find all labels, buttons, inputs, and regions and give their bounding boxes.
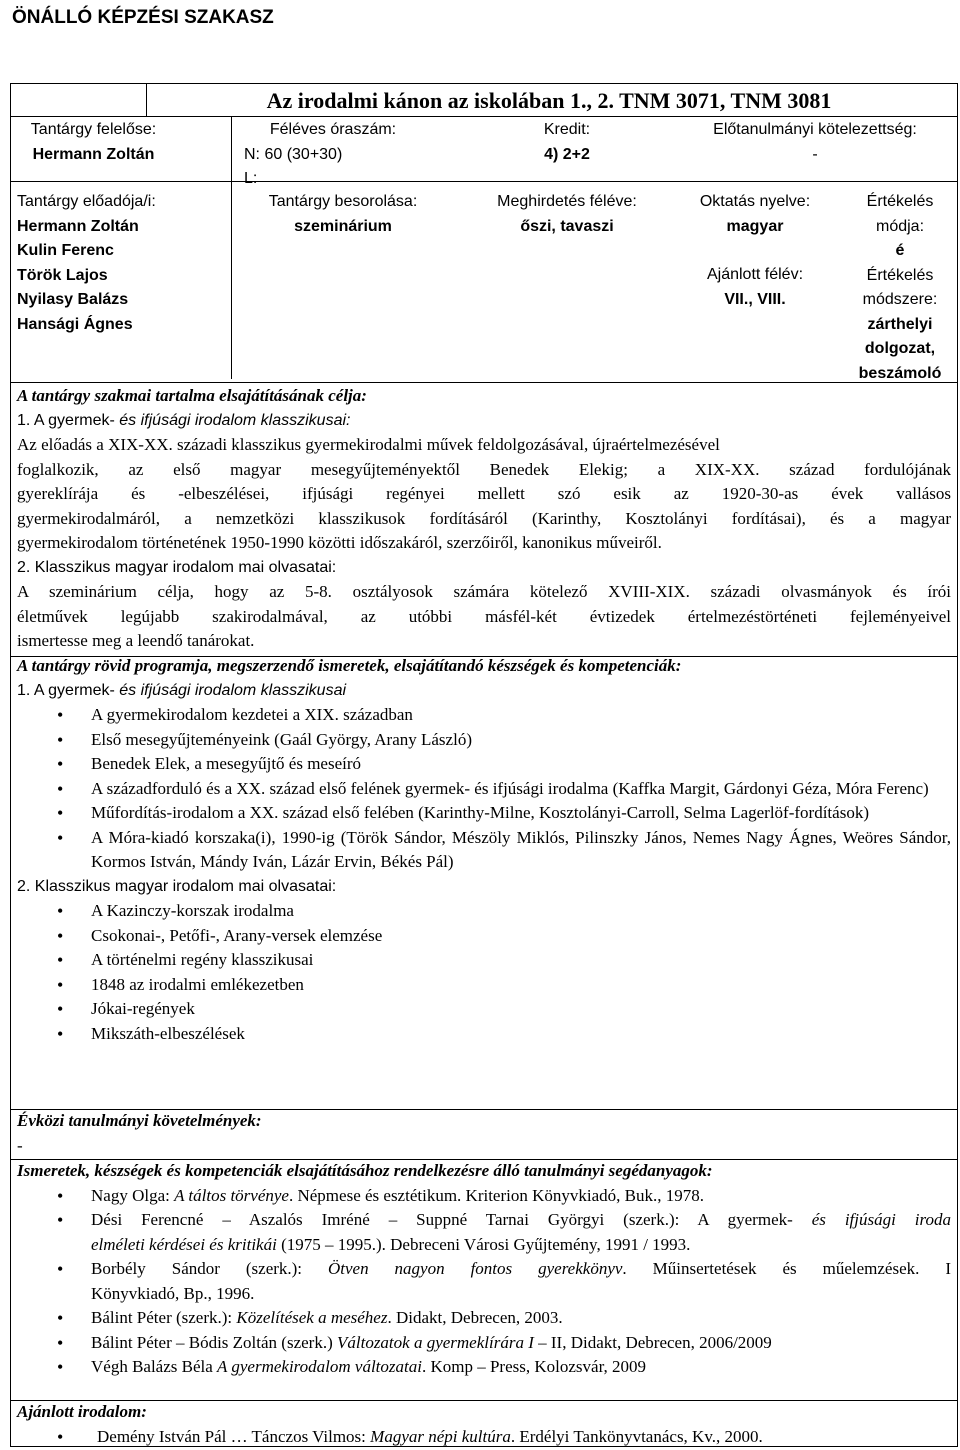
ref-text: . Népmese és esztétikum. Kriterion Könyvkiadó, Buk., 1978. xyxy=(288,1185,704,1205)
ref-text: Dési Ferencné – Aszalós Imréné – Suppné Tarnai Györgyi (szerk.): A gyermek- xyxy=(91,1210,812,1229)
credit-label: Kredit: xyxy=(543,121,591,138)
ref-text: Borbély Sándor (szerk.): xyxy=(91,1259,328,1278)
recommended-semester-label: Ajánlott félév: xyxy=(706,266,804,283)
language-value: magyar xyxy=(726,217,784,235)
eval-method-label: módszere: xyxy=(862,291,938,308)
list-item: • Jókai-regények xyxy=(17,997,951,1022)
lecturer-name: Hermann Zoltán xyxy=(17,217,139,235)
goal-heading: A tantárgy szakmai tartalma elsajátításának célja: xyxy=(17,386,367,405)
ref-text: Nagy Olga: xyxy=(91,1185,175,1205)
lecturer-name: Hansági Ágnes xyxy=(17,315,133,333)
goal-para1-line: gyermekirodalmáról, a nemzetközi klasszikusok fordításáról (Karinthy, Kosztolányi fordításai), és a magyar xyxy=(17,508,951,528)
eval-method-value: dolgozat, xyxy=(864,340,936,357)
classification-value: szeminárium xyxy=(294,217,392,235)
ref-title: Magyar népi kultúra xyxy=(370,1426,511,1446)
ref-text: . Komp – Press, Kolozsvár, 2009 xyxy=(421,1357,647,1376)
goal-para1-line: gyereklírája és -elbeszélései, ifjúsági regényei mellett szó esik az 1920-30-as évek vallásos xyxy=(17,484,951,503)
reference-item xyxy=(17,1306,951,1331)
row-divider-2 xyxy=(11,382,957,383)
eval-method-value: zárthelyi xyxy=(867,315,933,333)
program-heading: A tantárgy rövid programja, megszerzendő ismeretek, elsajátítandó készségek és kompetenciák: xyxy=(17,656,682,675)
ref-title: Közelítések a meséhez xyxy=(236,1308,388,1327)
classification-cell xyxy=(233,190,453,239)
aids-heading: Ismeretek, készségek és kompetenciák elsajátításához rendelkezésre álló tanulmányi segédanyagok: xyxy=(17,1161,713,1180)
aids-list xyxy=(17,1184,951,1380)
goal-para2-line: életművek legújabb szakirodalmával, az utóbbi másfél-két évtizedek értelmezéstörténeti fejleményeivel xyxy=(17,606,951,626)
hours-n: N: 60 (30+30) xyxy=(244,145,343,163)
ref-line xyxy=(91,1208,951,1233)
ref-text: II, Didakt, Debrecen, 2006/2009 xyxy=(546,1332,772,1352)
reference-item xyxy=(17,1257,951,1306)
list-item: • A századforduló és a XX. század első felének gyermek- és ifjúsági irodalma (Kaffka Margit, Gárdonyi Géza, Móra Ferenc) xyxy=(17,777,951,802)
program-section xyxy=(17,654,951,1046)
list-item: • A történelmi regény klasszikusai xyxy=(17,948,951,973)
program-list-2 xyxy=(17,899,951,1046)
list-item: • Csokonai-, Petőfi-, Arany-versek elemzése xyxy=(17,924,951,949)
goal-sub1-italic: és ifjúsági irodalom klasszikusai: xyxy=(119,411,351,429)
hours-label: Féléves óraszám: xyxy=(269,121,397,138)
aids-section xyxy=(17,1159,951,1380)
midterm-heading: Évközi tanulmányi követelmények: xyxy=(17,1111,262,1130)
page-heading: ÖNÁLLÓ KÉPZÉSI SZAKASZ xyxy=(12,7,274,28)
ref-text: Bálint Péter – Bódis Zoltán (szerk.) xyxy=(91,1332,337,1352)
recommended-semester-value: VII., VIII. xyxy=(724,290,786,308)
col-divider-1 xyxy=(231,117,232,379)
list-item: • A gyermekirodalom kezdetei a XIX. században xyxy=(17,703,951,728)
recommended-heading: Ajánlott irodalom: xyxy=(17,1402,147,1421)
ref-title: elméleti kérdései és kritikái xyxy=(91,1234,277,1254)
goal-subheading-2: 2. Klasszikus magyar irodalom mai olvasatai: xyxy=(17,558,337,576)
semester-value: őszi, tavaszi xyxy=(520,217,614,235)
ref-text: Végh Balázs Béla xyxy=(91,1357,218,1376)
semester-label: Meghirdetés féléve: xyxy=(497,193,637,210)
ref-title: A táltos törvénye xyxy=(174,1185,289,1205)
prereq-value: - xyxy=(812,145,818,163)
ref-text: Könyvkiadó, Bp., 1996. xyxy=(91,1283,255,1303)
ref-title: Változatok a gyermeklírára I – xyxy=(336,1332,547,1352)
midterm-value: - xyxy=(17,1135,23,1155)
responsible-cell xyxy=(11,118,176,167)
responsible-name: Hermann Zoltán xyxy=(32,145,155,163)
language-label: Oktatás nyelve: xyxy=(699,193,811,210)
goal-para1-line: foglalkozik, az első magyar mesegyűjteményektől Benedek Elekig; a XIX-XX. század fordulójának xyxy=(17,459,951,479)
ref-title: A gyermekirodalom változatai xyxy=(217,1357,422,1376)
goal-para1-line: Az előadás a XIX-XX. századi klasszikus gyermekirodalmi művek feldolgozásával, újraértelmezésével xyxy=(17,435,720,454)
ref-text: . Erdélyi Tankönyvtanács, Kv., 2000. xyxy=(510,1426,763,1446)
eval-mode-label: módja: xyxy=(875,217,925,235)
reference-item xyxy=(17,1331,951,1356)
row-divider-1 xyxy=(11,181,957,182)
credit-value: 4) 2+2 xyxy=(544,145,590,163)
list-item: • 1848 az irodalmi emlékezetben xyxy=(17,973,951,998)
midterm-section xyxy=(17,1109,951,1158)
goal-sub1-prefix: 1. A gyermek- xyxy=(17,411,120,429)
ref-line xyxy=(91,1257,951,1282)
list-item: • Első mesegyűjteményeink (Gaál György, Arany László) xyxy=(17,728,951,753)
goal-para1-line: gyermekirodalom történetének 1950-1990 közötti időszakáról, szerzőiről, kanonikus műveiről. xyxy=(17,533,662,552)
responsible-label: Tantárgy felelőse: xyxy=(30,121,157,138)
goal-section xyxy=(17,384,951,654)
credit-cell xyxy=(467,118,667,167)
reference-item xyxy=(17,1425,951,1450)
list-item: • Mikszáth-elbeszélések xyxy=(17,1022,951,1047)
course-title: Az irodalmi kánon az iskolában 1., 2. TNM 3071, TNM 3081 xyxy=(11,84,957,117)
list-item: • Benedek Elek, a mesegyűjtő és meseíró xyxy=(17,752,951,777)
ref-title: és ifjúsági iroda xyxy=(811,1210,951,1229)
reference-item xyxy=(17,1184,951,1209)
lecturers-label: Tantárgy előadója/i: xyxy=(17,193,156,210)
recommended-section xyxy=(17,1400,951,1449)
lecturer-name: Török Lajos xyxy=(17,266,108,284)
hours-l: L: xyxy=(244,170,258,187)
program-subheading-1 xyxy=(17,679,951,704)
reference-item xyxy=(17,1355,951,1380)
reference-item xyxy=(17,1208,951,1257)
eval-cell xyxy=(843,190,957,386)
ref-text: Demény István Pál … Tánczos Vilmos: xyxy=(97,1426,371,1446)
eval-method-value: beszámoló xyxy=(858,364,942,382)
goal-para2-line: ismertesse meg a leendő tanárokat. xyxy=(17,631,255,650)
eval-method-label: Értékelés xyxy=(866,266,934,284)
program-sub1-italic: és ifjúsági irodalom klasszikusai xyxy=(119,681,347,699)
program-subheading-2: 2. Klasszikus magyar irodalom mai olvasatai: xyxy=(17,877,337,895)
list-item: • A Móra-kiadó korszaka(i), 1990-ig (Török Sándor, Mészöly Miklós, Pilinszky János, Nemes Nagy Ágnes, Weöres Sándor, Kormos István, Mándy Iván, Lázár Ervin, Békés Pál) xyxy=(17,826,951,875)
ref-text: (1975 – 1995.). Debreceni Városi Gyűjtemény, 1991 / 1993. xyxy=(276,1234,691,1254)
title-divider xyxy=(146,84,147,117)
ref-text: Bálint Péter (szerk.): xyxy=(91,1308,237,1327)
language-cell xyxy=(675,190,835,239)
ref-text: . Műinsertetések és műelemzések. I xyxy=(622,1259,951,1278)
prereq-cell xyxy=(675,118,955,167)
prereq-label: Előtanulmányi kötelezettség: xyxy=(713,121,917,138)
lecturers-cell xyxy=(17,190,229,337)
ref-title: Ötven nagyon fontos gyerekkönyv xyxy=(328,1259,623,1278)
lecturer-name: Kulin Ferenc xyxy=(17,242,114,259)
recommended-list xyxy=(17,1425,951,1450)
goal-para2-line: A szeminárium célja, hogy az 5-8. osztályosok számára kötelező XVIII-XIX. századi olvasmányok és írói xyxy=(17,582,951,601)
program-sub1-prefix: 1. A gyermek- xyxy=(17,681,120,699)
list-item: • Műfordítás-irodalom a XX. század első felében (Karinthy-Milne, Kosztolányi-Carroll, Selma Lagerlöf-fordítások) xyxy=(17,801,951,826)
hours-cell xyxy=(233,118,433,192)
ref-text: . Didakt, Debrecen, 2003. xyxy=(387,1308,563,1327)
classification-label: Tantárgy besorolása: xyxy=(268,193,418,210)
goal-subheading-1 xyxy=(17,409,951,434)
eval-mode-label: Értékelés xyxy=(866,193,934,210)
recommended-semester-cell xyxy=(675,263,835,312)
list-item: • A Kazinczy-korszak irodalma xyxy=(17,899,951,924)
lecturer-name: Nyilasy Balázs xyxy=(17,291,129,308)
course-sheet xyxy=(10,83,958,1447)
semester-cell xyxy=(467,190,667,239)
eval-mode-value: é xyxy=(895,242,905,259)
program-list-1 xyxy=(17,703,951,875)
